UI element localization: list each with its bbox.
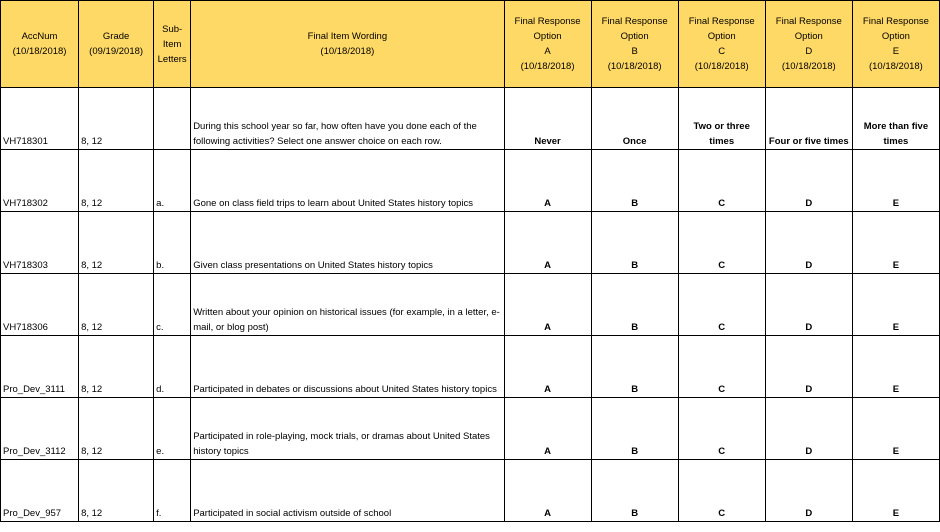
cell-option-e[interactable]: E — [852, 460, 939, 522]
cell-option-a[interactable]: A — [504, 460, 591, 522]
cell-option-d[interactable]: D — [765, 274, 852, 336]
cell-option-a[interactable]: A — [504, 150, 591, 212]
cell-option-b[interactable]: B — [591, 398, 678, 460]
cell-accnum[interactable]: Pro_Dev_3111 — [1, 336, 79, 398]
cell-wording[interactable]: Gone on class field trips to learn about United States history topics — [191, 150, 504, 212]
cell-subitem[interactable]: f. — [154, 460, 191, 522]
cell-option-b[interactable]: B — [591, 212, 678, 274]
cell-wording[interactable]: Given class presentations on United States history topics — [191, 212, 504, 274]
cell-grade[interactable]: 8, 12 — [79, 212, 154, 274]
header-option-e[interactable]: Final Response Option E (10/18/2018) — [852, 1, 939, 88]
cell-option-c[interactable]: C — [678, 460, 765, 522]
cell-option-a[interactable]: A — [504, 336, 591, 398]
table-row — [1, 336, 940, 398]
table-row — [1, 212, 940, 274]
cell-option-a[interactable]: A — [504, 212, 591, 274]
cell-accnum[interactable]: VH718301 — [1, 88, 79, 150]
cell-wording[interactable]: Participated in social activism outside of school — [191, 460, 504, 522]
cell-option-b[interactable]: Once — [591, 88, 678, 150]
cell-option-c[interactable]: C — [678, 212, 765, 274]
cell-accnum[interactable]: VH718302 — [1, 150, 79, 212]
cell-option-d[interactable]: Four or five times — [765, 88, 852, 150]
cell-accnum[interactable]: Pro_Dev_957 — [1, 460, 79, 522]
header-accnum[interactable]: AccNum (10/18/2018) — [1, 1, 79, 88]
cell-option-d[interactable]: D — [765, 336, 852, 398]
table-row — [1, 88, 940, 150]
cell-option-d[interactable]: D — [765, 398, 852, 460]
cell-wording[interactable]: Participated in debates or discussions about United States history topics — [191, 336, 504, 398]
table-row — [1, 398, 940, 460]
header-option-a[interactable]: Final Response Option A (10/18/2018) — [504, 1, 591, 88]
header-grade[interactable]: Grade (09/19/2018) — [79, 1, 154, 88]
header-subitem[interactable]: Sub- Item Letters — [154, 1, 191, 88]
cell-wording[interactable]: Written about your opinion on historical issues (for example, in a letter, e-mail, or blog post) — [191, 274, 504, 336]
cell-accnum[interactable]: VH718306 — [1, 274, 79, 336]
cell-subitem[interactable]: a. — [154, 150, 191, 212]
cell-subitem[interactable]: b. — [154, 212, 191, 274]
cell-grade[interactable]: 8, 12 — [79, 88, 154, 150]
cell-subitem[interactable]: c. — [154, 274, 191, 336]
table-row — [1, 460, 940, 522]
cell-option-a[interactable]: Never — [504, 88, 591, 150]
header-row — [1, 1, 940, 88]
header-option-c[interactable]: Final Response Option C (10/18/2018) — [678, 1, 765, 88]
cell-option-e[interactable]: E — [852, 212, 939, 274]
cell-option-c[interactable]: C — [678, 398, 765, 460]
cell-option-c[interactable]: C — [678, 150, 765, 212]
header-option-b[interactable]: Final Response Option B (10/18/2018) — [591, 1, 678, 88]
cell-option-d[interactable]: D — [765, 212, 852, 274]
cell-option-b[interactable]: B — [591, 460, 678, 522]
cell-option-e[interactable]: E — [852, 274, 939, 336]
cell-accnum[interactable]: Pro_Dev_3112 — [1, 398, 79, 460]
cell-grade[interactable]: 8, 12 — [79, 274, 154, 336]
header-wording[interactable]: Final Item Wording (10/18/2018) — [191, 1, 504, 88]
table-row — [1, 150, 940, 212]
cell-option-e[interactable]: E — [852, 398, 939, 460]
cell-option-c[interactable]: Two or three times — [678, 88, 765, 150]
cell-option-c[interactable]: C — [678, 274, 765, 336]
cell-option-b[interactable]: B — [591, 336, 678, 398]
cell-option-d[interactable]: D — [765, 150, 852, 212]
cell-grade[interactable]: 8, 12 — [79, 398, 154, 460]
cell-option-e[interactable]: E — [852, 336, 939, 398]
cell-grade[interactable]: 8, 12 — [79, 460, 154, 522]
cell-option-c[interactable]: C — [678, 336, 765, 398]
header-option-d[interactable]: Final Response Option D (10/18/2018) — [765, 1, 852, 88]
table-row — [1, 274, 940, 336]
cell-option-a[interactable]: A — [504, 398, 591, 460]
cell-option-a[interactable]: A — [504, 274, 591, 336]
cell-option-d[interactable]: D — [765, 460, 852, 522]
cell-wording[interactable]: Participated in role-playing, mock trials, or dramas about United States history topics — [191, 398, 504, 460]
cell-accnum[interactable]: VH718303 — [1, 212, 79, 274]
cell-option-b[interactable]: B — [591, 150, 678, 212]
cell-option-e[interactable]: More than five times — [852, 88, 939, 150]
cell-subitem[interactable]: e. — [154, 398, 191, 460]
cell-grade[interactable]: 8, 12 — [79, 336, 154, 398]
cell-subitem[interactable]: d. — [154, 336, 191, 398]
cell-wording[interactable]: During this school year so far, how often have you done each of the following activities? Select one answer choice on each row. — [191, 88, 504, 150]
cell-option-e[interactable]: E — [852, 150, 939, 212]
cell-grade[interactable]: 8, 12 — [79, 150, 154, 212]
cell-subitem[interactable] — [154, 88, 191, 150]
cell-option-b[interactable]: B — [591, 274, 678, 336]
